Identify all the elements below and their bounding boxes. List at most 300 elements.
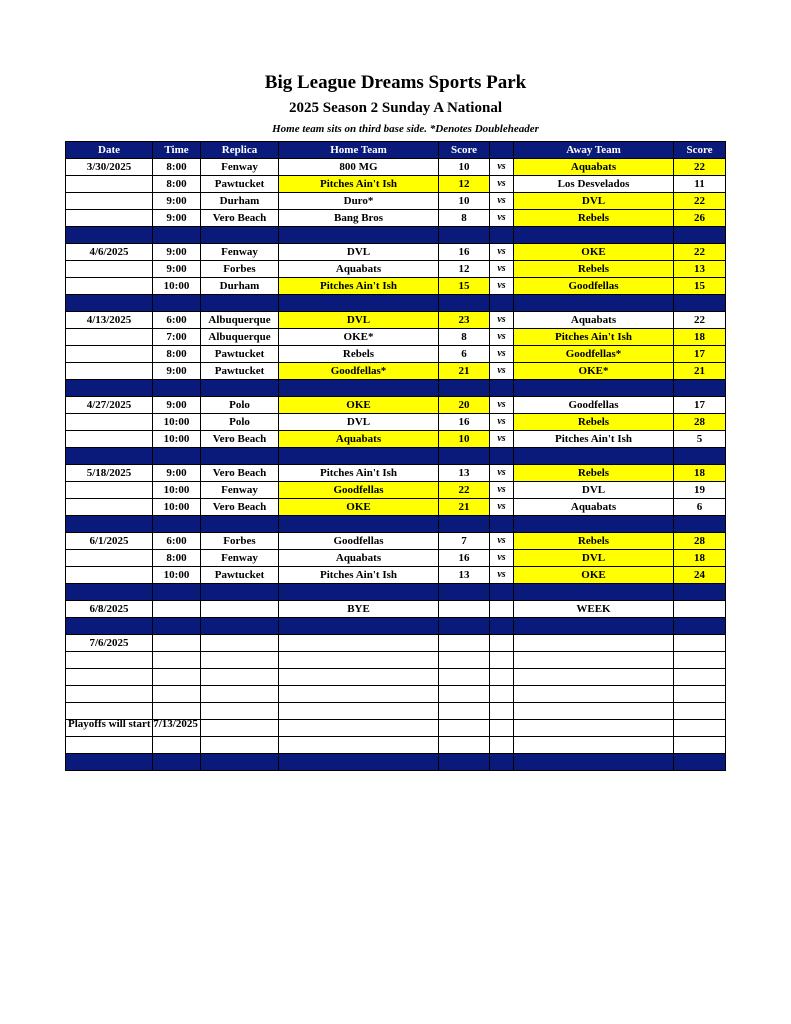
vs-cell: vs [490, 550, 514, 567]
time-cell: 10:00 [153, 414, 201, 431]
empty-cell [490, 635, 514, 652]
empty-cell [514, 703, 674, 720]
time-cell: 9:00 [153, 193, 201, 210]
separator-cell [674, 295, 726, 312]
away-team-cell: OKE [514, 567, 674, 584]
empty-cell [279, 720, 439, 737]
replica-cell: Vero Beach [201, 465, 279, 482]
home-score-cell: 8 [439, 329, 490, 346]
home-score-cell: 6 [439, 346, 490, 363]
home-team-cell: Goodfellas* [279, 363, 439, 380]
time-cell: 9:00 [153, 261, 201, 278]
date-cell: 3/30/2025 [66, 159, 153, 176]
home-team-cell: Pitches Ain't Ish [279, 278, 439, 295]
separator-cell [66, 516, 153, 533]
separator-cell [439, 295, 490, 312]
away-score-cell: 6 [674, 499, 726, 516]
home-team-cell: Aquabats [279, 261, 439, 278]
date-cell: 4/27/2025 [66, 397, 153, 414]
away-team-cell: Pitches Ain't Ish [514, 431, 674, 448]
time-cell: 6:00 [153, 533, 201, 550]
week-separator [66, 516, 726, 533]
home-score-cell: 12 [439, 176, 490, 193]
replica-cell: Albuquerque [201, 312, 279, 329]
away-team-cell: Los Desvelados [514, 176, 674, 193]
empty-row [66, 703, 726, 720]
empty-cell [153, 686, 201, 703]
away-team-cell: Rebels [514, 533, 674, 550]
date-cell: 5/18/2025 [66, 465, 153, 482]
separator-cell [674, 380, 726, 397]
date-cell: 7/6/2025 [66, 635, 153, 652]
date-cell [66, 193, 153, 210]
game-row [66, 312, 726, 329]
separator-cell [514, 584, 674, 601]
game-row [66, 465, 726, 482]
empty-row [66, 669, 726, 686]
replica-cell: Durham [201, 193, 279, 210]
game-row [66, 499, 726, 516]
home-team-cell: Bang Bros [279, 210, 439, 227]
away-team-cell: DVL [514, 193, 674, 210]
away-team-cell: Rebels [514, 414, 674, 431]
empty-cell [201, 652, 279, 669]
game-row [66, 210, 726, 227]
empty-cell [153, 737, 201, 754]
time-cell: 10:00 [153, 278, 201, 295]
empty-cell [490, 669, 514, 686]
game-row [66, 397, 726, 414]
empty-row [66, 652, 726, 669]
game-row [66, 193, 726, 210]
separator-cell [279, 227, 439, 244]
replica-cell: Pawtucket [201, 176, 279, 193]
game-row [66, 261, 726, 278]
away-score-cell: 24 [674, 567, 726, 584]
header-time: Time [153, 142, 201, 159]
home-team-cell: Aquabats [279, 431, 439, 448]
home-team-cell: DVL [279, 414, 439, 431]
week-separator [66, 227, 726, 244]
date-cell [66, 499, 153, 516]
date-cell [66, 652, 153, 669]
home-team-cell: 800 MG [279, 159, 439, 176]
separator-cell [153, 227, 201, 244]
home-team-cell: Goodfellas [279, 482, 439, 499]
home-team-cell: OKE [279, 397, 439, 414]
time-cell: 8:00 [153, 346, 201, 363]
game-row [66, 567, 726, 584]
empty-cell [439, 703, 490, 720]
time-cell: 9:00 [153, 363, 201, 380]
away-score-cell: 19 [674, 482, 726, 499]
vs-cell: vs [490, 499, 514, 516]
replica-cell: Albuquerque [201, 329, 279, 346]
separator-cell [66, 584, 153, 601]
away-score-cell: 11 [674, 176, 726, 193]
separator-cell [66, 618, 153, 635]
away-score-cell: 22 [674, 159, 726, 176]
separator-cell [279, 380, 439, 397]
empty-cell [439, 737, 490, 754]
empty-row [66, 635, 726, 652]
separator-cell [439, 448, 490, 465]
empty-cell [674, 652, 726, 669]
game-row [66, 431, 726, 448]
empty-cell [153, 703, 201, 720]
replica-cell: Vero Beach [201, 431, 279, 448]
vs-cell: vs [490, 533, 514, 550]
home-score-cell: 21 [439, 499, 490, 516]
time-cell: 7:00 [153, 329, 201, 346]
date-cell [66, 176, 153, 193]
empty-cell [674, 686, 726, 703]
separator-cell [66, 380, 153, 397]
empty-cell [490, 737, 514, 754]
separator-cell [153, 754, 201, 771]
replica-cell: Pawtucket [201, 346, 279, 363]
week-separator [66, 618, 726, 635]
date-cell [66, 278, 153, 295]
date-cell [66, 686, 153, 703]
empty-cell [674, 635, 726, 652]
separator-cell [201, 295, 279, 312]
separator-cell [201, 584, 279, 601]
home-score-cell: 21 [439, 363, 490, 380]
away-team-cell: Goodfellas [514, 278, 674, 295]
separator-cell [490, 516, 514, 533]
separator-cell [66, 754, 153, 771]
replica-cell: Fenway [201, 550, 279, 567]
replica-cell: Polo [201, 397, 279, 414]
empty-cell [201, 669, 279, 686]
page-title: Big League Dreams Sports Park [264, 72, 527, 93]
game-row [66, 159, 726, 176]
empty-cell [490, 686, 514, 703]
time-cell: 8:00 [153, 176, 201, 193]
home-team-cell: OKE* [279, 329, 439, 346]
game-row [66, 346, 726, 363]
home-team-cell: Aquabats [279, 550, 439, 567]
empty-cell [490, 720, 514, 737]
replica-cell: Polo [201, 414, 279, 431]
away-team-cell: Aquabats [514, 159, 674, 176]
replica-cell: Forbes [201, 533, 279, 550]
away-score-cell [674, 601, 726, 618]
date-cell: 6/8/2025 [66, 601, 153, 618]
away-score-cell: 28 [674, 414, 726, 431]
date-cell [66, 567, 153, 584]
separator-cell [201, 754, 279, 771]
separator-cell [514, 448, 674, 465]
replica-cell: Fenway [201, 482, 279, 499]
week-separator [66, 584, 726, 601]
time-cell: 9:00 [153, 210, 201, 227]
vs-cell: vs [490, 482, 514, 499]
home-score-cell: 13 [439, 465, 490, 482]
replica-cell [201, 601, 279, 618]
bye-week-row [66, 601, 726, 618]
game-row [66, 533, 726, 550]
vs-cell: vs [490, 210, 514, 227]
separator-cell [674, 584, 726, 601]
home-score-cell: 22 [439, 482, 490, 499]
date-cell [66, 363, 153, 380]
replica-cell: Fenway [201, 159, 279, 176]
away-team-cell: DVL [514, 550, 674, 567]
vs-cell: vs [490, 329, 514, 346]
home-score-cell: 13 [439, 567, 490, 584]
away-team-cell: OKE* [514, 363, 674, 380]
separator-cell [439, 584, 490, 601]
separator-cell [201, 516, 279, 533]
replica-cell: Vero Beach [201, 499, 279, 516]
separator-cell [490, 618, 514, 635]
empty-cell [514, 720, 674, 737]
time-cell: 9:00 [153, 244, 201, 261]
separator-cell [674, 618, 726, 635]
game-row [66, 550, 726, 567]
home-score-cell: 16 [439, 244, 490, 261]
separator-cell [674, 227, 726, 244]
empty-cell [201, 720, 279, 737]
date-cell [66, 329, 153, 346]
replica-cell: Vero Beach [201, 210, 279, 227]
separator-cell [279, 584, 439, 601]
home-team-cell: Duro* [279, 193, 439, 210]
page-subtitle: 2025 Season 2 Sunday A National [289, 100, 502, 116]
date-cell [66, 703, 153, 720]
home-team-cell: Pitches Ain't Ish [279, 567, 439, 584]
schedule-table [65, 141, 726, 771]
vs-cell: vs [490, 278, 514, 295]
header-home-team: Home Team [279, 142, 439, 159]
separator-cell [279, 754, 439, 771]
date-cell [66, 550, 153, 567]
separator-cell [201, 448, 279, 465]
separator-cell [66, 227, 153, 244]
separator-cell [66, 295, 153, 312]
separator-cell [279, 295, 439, 312]
separator-cell [439, 754, 490, 771]
home-score-cell: 23 [439, 312, 490, 329]
home-score-cell: 15 [439, 278, 490, 295]
separator-cell [279, 448, 439, 465]
empty-row [66, 737, 726, 754]
home-score-cell: 16 [439, 414, 490, 431]
empty-cell [439, 652, 490, 669]
game-row [66, 482, 726, 499]
game-row [66, 244, 726, 261]
home-team-cell: BYE [279, 601, 439, 618]
vs-cell: vs [490, 363, 514, 380]
away-team-cell: Rebels [514, 261, 674, 278]
empty-cell [201, 686, 279, 703]
vs-cell [490, 601, 514, 618]
away-team-cell: Goodfellas* [514, 346, 674, 363]
game-row [66, 363, 726, 380]
away-score-cell: 15 [674, 278, 726, 295]
empty-cell [490, 703, 514, 720]
separator-cell [514, 754, 674, 771]
home-score-cell: 10 [439, 159, 490, 176]
header-vs [490, 142, 514, 159]
empty-cell [279, 703, 439, 720]
playoffs-note: Playoffs will start 7/13/2025 [68, 718, 198, 730]
away-team-cell: Pitches Ain't Ish [514, 329, 674, 346]
game-row [66, 329, 726, 346]
home-score-cell: 10 [439, 193, 490, 210]
replica-cell: Pawtucket [201, 363, 279, 380]
home-team-cell: OKE [279, 499, 439, 516]
header-date: Date [66, 142, 153, 159]
home-team-cell: Pitches Ain't Ish [279, 465, 439, 482]
game-row [66, 414, 726, 431]
empty-cell [490, 652, 514, 669]
separator-cell [490, 295, 514, 312]
empty-cell [674, 703, 726, 720]
home-score-cell: 10 [439, 431, 490, 448]
empty-cell [279, 686, 439, 703]
separator-cell [153, 295, 201, 312]
time-cell: 10:00 [153, 499, 201, 516]
vs-cell: vs [490, 193, 514, 210]
separator-cell [66, 448, 153, 465]
schedule-body [66, 159, 726, 771]
schedule-note: Home team sits on third base side. *Denotes Doubleheader [272, 123, 539, 135]
empty-cell [439, 669, 490, 686]
vs-cell: vs [490, 261, 514, 278]
away-team-cell: Rebels [514, 465, 674, 482]
separator-cell [514, 295, 674, 312]
away-team-cell: OKE [514, 244, 674, 261]
game-row [66, 176, 726, 193]
home-score-cell: 20 [439, 397, 490, 414]
time-cell: 9:00 [153, 465, 201, 482]
separator-cell [490, 227, 514, 244]
header-row [66, 142, 726, 159]
away-score-cell: 21 [674, 363, 726, 380]
away-score-cell: 18 [674, 329, 726, 346]
header-away-score: Score [674, 142, 726, 159]
vs-cell: vs [490, 431, 514, 448]
away-score-cell: 17 [674, 346, 726, 363]
home-score-cell: 12 [439, 261, 490, 278]
separator-cell [490, 584, 514, 601]
empty-cell [674, 669, 726, 686]
date-cell [66, 737, 153, 754]
header-away-team: Away Team [514, 142, 674, 159]
separator-cell [439, 227, 490, 244]
date-cell: 4/6/2025 [66, 244, 153, 261]
empty-cell [514, 669, 674, 686]
home-score-cell: 16 [439, 550, 490, 567]
vs-cell: vs [490, 346, 514, 363]
separator-cell [153, 516, 201, 533]
empty-cell [674, 720, 726, 737]
empty-cell [153, 635, 201, 652]
date-cell [66, 431, 153, 448]
empty-cell [514, 737, 674, 754]
time-cell: 8:00 [153, 159, 201, 176]
away-score-cell: 17 [674, 397, 726, 414]
date-cell [66, 261, 153, 278]
date-cell: 4/13/2025 [66, 312, 153, 329]
away-score-cell: 22 [674, 244, 726, 261]
home-score-cell: 7 [439, 533, 490, 550]
empty-cell [279, 669, 439, 686]
separator-cell [490, 754, 514, 771]
empty-cell [439, 635, 490, 652]
away-team-cell: WEEK [514, 601, 674, 618]
week-separator [66, 295, 726, 312]
separator-cell [514, 516, 674, 533]
time-cell: 10:00 [153, 482, 201, 499]
separator-cell [201, 227, 279, 244]
home-team-cell: Rebels [279, 346, 439, 363]
empty-row [66, 686, 726, 703]
week-separator [66, 448, 726, 465]
away-score-cell: 22 [674, 312, 726, 329]
away-score-cell: 28 [674, 533, 726, 550]
empty-cell [439, 686, 490, 703]
date-cell [66, 210, 153, 227]
away-score-cell: 26 [674, 210, 726, 227]
separator-cell [514, 618, 674, 635]
away-score-cell: 5 [674, 431, 726, 448]
time-cell: 8:00 [153, 550, 201, 567]
time-cell: 10:00 [153, 431, 201, 448]
date-cell [66, 482, 153, 499]
replica-cell: Forbes [201, 261, 279, 278]
separator-cell [153, 448, 201, 465]
replica-cell: Pawtucket [201, 567, 279, 584]
vs-cell: vs [490, 176, 514, 193]
header-home-score: Score [439, 142, 490, 159]
away-team-cell: Rebels [514, 210, 674, 227]
separator-cell [201, 380, 279, 397]
away-team-cell: Goodfellas [514, 397, 674, 414]
week-separator [66, 380, 726, 397]
away-score-cell: 18 [674, 550, 726, 567]
home-score-cell [439, 601, 490, 618]
separator-cell [490, 448, 514, 465]
separator-cell [514, 380, 674, 397]
date-cell [66, 346, 153, 363]
empty-cell [201, 635, 279, 652]
separator-cell [279, 618, 439, 635]
separator-cell [674, 516, 726, 533]
vs-cell: vs [490, 159, 514, 176]
separator-cell [674, 754, 726, 771]
separator-cell [439, 516, 490, 533]
empty-cell [153, 652, 201, 669]
empty-cell [514, 635, 674, 652]
vs-cell: vs [490, 312, 514, 329]
home-score-cell: 8 [439, 210, 490, 227]
separator-cell [514, 227, 674, 244]
separator-cell [439, 618, 490, 635]
empty-cell [153, 669, 201, 686]
empty-cell [201, 737, 279, 754]
separator-cell [439, 380, 490, 397]
away-score-cell: 22 [674, 193, 726, 210]
separator-cell [490, 380, 514, 397]
separator-cell [674, 448, 726, 465]
replica-cell: Durham [201, 278, 279, 295]
vs-cell: vs [490, 397, 514, 414]
vs-cell: vs [490, 567, 514, 584]
